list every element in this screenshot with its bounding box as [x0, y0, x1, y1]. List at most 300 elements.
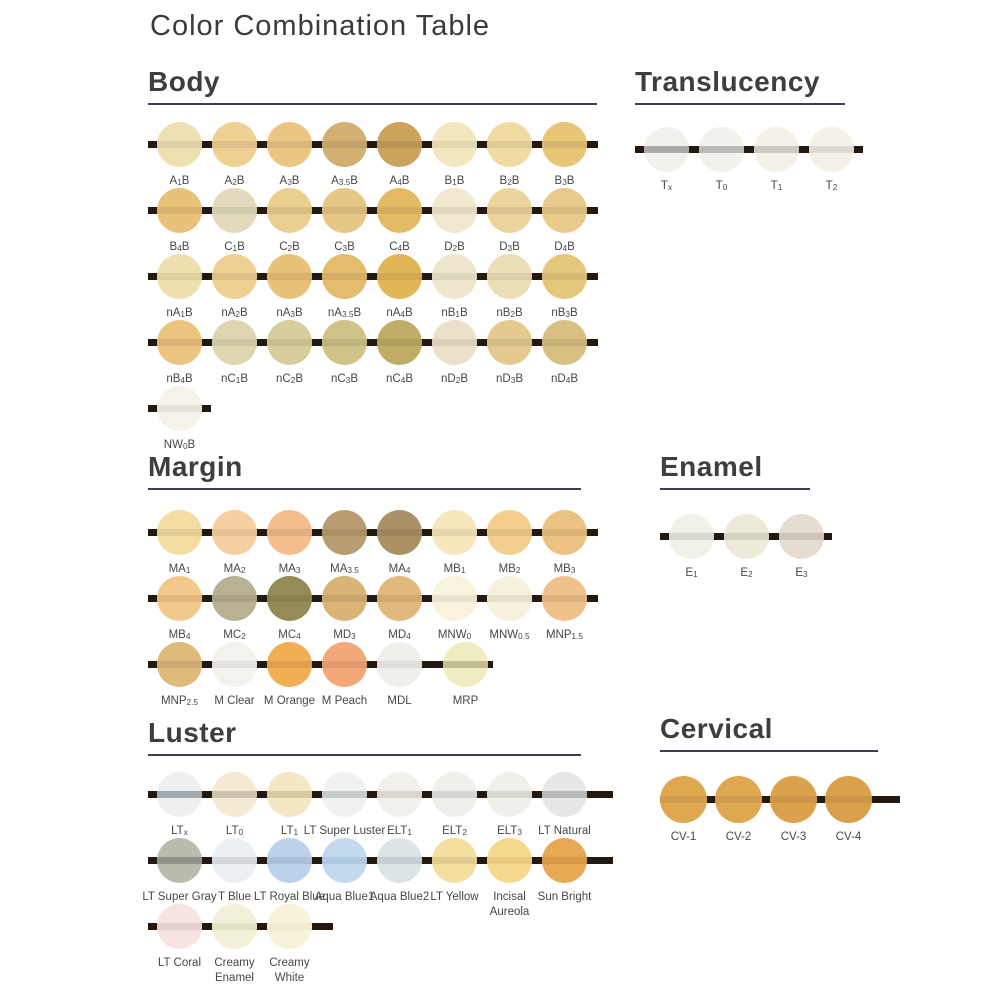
shade-translucency-band: [212, 273, 257, 280]
shade-swatch: [537, 838, 592, 904]
shade-circle: [157, 188, 202, 233]
shade-swatch: [542, 576, 587, 642]
section-translucency: [635, 66, 854, 193]
shade-translucency-band: [212, 207, 257, 214]
shade-translucency-band: [377, 791, 422, 798]
shade-translucency-band: [267, 661, 312, 668]
shade-label: $D_4B$: [554, 241, 575, 254]
shade-circle: [432, 838, 477, 883]
swatch-tray: [660, 514, 824, 580]
shade-label: $nA_3B$: [276, 307, 303, 320]
swatch-row: [148, 642, 587, 708]
shade-circle: [377, 188, 422, 233]
shade-swatch: [322, 254, 367, 320]
swatch-tray: [148, 254, 597, 320]
swatch-tray: [148, 320, 597, 386]
section-underline: [660, 488, 810, 490]
shade-translucency-band: [157, 661, 202, 668]
shade-circle: [212, 320, 257, 365]
shade-swatch: [779, 514, 824, 580]
shade-circle: [432, 254, 477, 299]
shade-translucency-band: [377, 529, 422, 536]
shade-swatch: [267, 122, 312, 188]
shade-circle: [809, 127, 854, 172]
shade-translucency-band: [377, 857, 422, 864]
shade-translucency-band: [267, 273, 312, 280]
shade-label: $D_3B$: [499, 241, 520, 254]
shade-swatch: [487, 254, 532, 320]
swatch-row: [148, 122, 597, 188]
shade-label: $nC_1B$: [221, 373, 248, 386]
shade-circle: [487, 188, 532, 233]
shade-label: $nC_4B$: [386, 373, 413, 386]
shade-circle: [157, 772, 202, 817]
section-margin-title: Margin: [148, 451, 243, 482]
shade-label: $MA_4$: [388, 563, 411, 576]
shade-label: $MNP_{1.5}$: [545, 629, 584, 642]
shade-translucency-band: [487, 595, 532, 602]
shade-label: $MA_2$: [223, 563, 246, 576]
shade-translucency-band: [322, 273, 367, 280]
shade-translucency-band: [724, 533, 769, 540]
shade-label: $MA_1$: [168, 563, 191, 576]
shade-translucency-band: [770, 796, 817, 803]
shade-label: $nB_2B$: [496, 307, 523, 320]
shade-translucency-band: [779, 533, 824, 540]
shade-label: CV-2: [725, 831, 752, 844]
swatch-rows: [148, 122, 597, 452]
shade-circle: [267, 122, 312, 167]
shade-swatch: [157, 510, 202, 576]
shade-label: $MNP_{2.5}$: [160, 695, 199, 708]
shade-translucency-band: [322, 529, 367, 536]
shade-translucency-band: [157, 339, 202, 346]
shade-translucency-band: [267, 923, 312, 930]
shade-swatch: [212, 320, 257, 386]
shade-translucency-band: [487, 141, 532, 148]
shade-circle: [542, 320, 587, 365]
swatch-tray: [148, 122, 597, 188]
shade-circle: [267, 320, 312, 365]
shade-translucency-band: [809, 146, 854, 153]
shade-circle: [377, 122, 422, 167]
shade-label: $A_4B$: [389, 175, 410, 188]
shade-circle: [644, 127, 689, 172]
shade-swatch: [157, 254, 202, 320]
shade-translucency-band: [157, 141, 202, 148]
shade-translucency-band: [487, 791, 532, 798]
shade-label: $nB_3B$: [551, 307, 578, 320]
shade-circle: [322, 510, 367, 555]
shade-swatch: [212, 254, 257, 320]
shade-circle: [825, 776, 872, 823]
shade-swatch: [267, 510, 312, 576]
swatch-tray: [635, 127, 854, 193]
shade-circle: [487, 772, 532, 817]
shade-swatch: [377, 254, 422, 320]
shade-label: $B_1B$: [444, 175, 465, 188]
shade-circle: [267, 772, 312, 817]
shade-label: $C_2B$: [279, 241, 300, 254]
shade-circle: [432, 510, 477, 555]
section-luster: [142, 717, 592, 984]
shade-label: Incisal Aureola: [489, 891, 530, 918]
shade-circle: [212, 576, 257, 621]
shade-circle: [377, 510, 422, 555]
shade-label: $nC_3B$: [331, 373, 358, 386]
section-enamel: [660, 451, 824, 580]
shade-translucency-band: [542, 595, 587, 602]
shade-label: $C_1B$: [224, 241, 245, 254]
shade-swatch: [322, 320, 367, 386]
section-body-title: Body: [148, 66, 220, 97]
shade-translucency-band: [267, 857, 312, 864]
shade-translucency-band: [432, 529, 477, 536]
swatch-rows: [660, 776, 878, 842]
shade-translucency-band: [322, 857, 367, 864]
shade-circle: [377, 254, 422, 299]
shade-translucency-band: [212, 595, 257, 602]
shade-label: $T_0$: [715, 180, 728, 193]
shade-translucency-band: [443, 661, 488, 668]
shade-label: CV-3: [780, 831, 807, 844]
shade-swatch: [253, 838, 326, 904]
shade-circle: [322, 320, 367, 365]
shade-translucency-band: [377, 339, 422, 346]
shade-translucency-band: [542, 141, 587, 148]
shade-circle: [660, 776, 707, 823]
swatch-rows: [660, 514, 824, 580]
shade-swatch: [538, 772, 591, 838]
shade-swatch: [157, 320, 202, 386]
shade-label: $nD_2B$: [441, 373, 468, 386]
shade-label: $MA_{3.5}$: [330, 563, 359, 576]
shade-label: $nB_1B$: [441, 307, 468, 320]
swatch-row: [148, 772, 591, 838]
shade-translucency-band: [432, 595, 477, 602]
swatch-tray: [148, 188, 597, 254]
shade-translucency-band: [699, 146, 744, 153]
shade-circle: [267, 838, 312, 883]
shade-translucency-band: [212, 923, 257, 930]
shade-circle: [754, 127, 799, 172]
swatch-row: [660, 776, 878, 842]
shade-label: $T_x$: [660, 180, 673, 193]
shade-translucency-band: [322, 791, 367, 798]
shade-label: $ELT_2$: [442, 825, 467, 838]
shade-translucency-band: [267, 339, 312, 346]
swatch-tray: [148, 510, 587, 576]
shade-label: M Clear: [214, 695, 255, 708]
shade-circle: [157, 642, 202, 687]
shade-translucency-band: [157, 405, 202, 412]
shade-swatch: [322, 576, 367, 642]
shade-label: M Peach: [321, 695, 368, 708]
shade-translucency-band: [542, 857, 587, 864]
shade-label: $A_1B$: [169, 175, 190, 188]
shade-circle: [377, 576, 422, 621]
shade-translucency-band: [322, 141, 367, 148]
shade-label: Sun Bright: [537, 891, 592, 904]
shade-translucency-band: [487, 339, 532, 346]
shade-translucency-band: [542, 339, 587, 346]
shade-circle: [267, 576, 312, 621]
shade-swatch: [377, 642, 422, 708]
shade-label: LT Super Gray: [142, 891, 217, 904]
shade-label: $D_2B$: [444, 241, 465, 254]
shade-swatch: [432, 320, 477, 386]
shade-swatch: [432, 122, 477, 188]
shade-label: $nB_4B$: [166, 373, 193, 386]
shade-circle: [157, 254, 202, 299]
shade-circle: [443, 642, 488, 687]
shade-translucency-band: [432, 207, 477, 214]
shade-translucency-band: [715, 796, 762, 803]
shade-translucency-band: [212, 141, 257, 148]
shade-label: $C_4B$: [389, 241, 410, 254]
shade-swatch: [487, 510, 532, 576]
shade-translucency-band: [157, 207, 202, 214]
section-translucency-title: Translucency: [635, 66, 820, 97]
shade-circle: [542, 122, 587, 167]
shade-swatch: [377, 772, 422, 838]
shade-circle: [157, 122, 202, 167]
shade-label: $B_3B$: [554, 175, 575, 188]
shade-circle: [212, 122, 257, 167]
shade-translucency-band: [267, 595, 312, 602]
swatch-rows: [148, 510, 587, 708]
swatch-tray: [148, 642, 587, 708]
shade-translucency-band: [487, 273, 532, 280]
shade-label: $ELT_1$: [387, 825, 412, 838]
shade-circle: [487, 254, 532, 299]
shade-translucency-band: [157, 923, 202, 930]
shade-circle: [322, 838, 367, 883]
shade-swatch: [212, 188, 257, 254]
shade-swatch: [809, 127, 854, 193]
shade-translucency-band: [212, 529, 257, 536]
shade-circle: [779, 514, 824, 559]
shade-label: MDL: [387, 695, 412, 708]
shade-swatch: [267, 772, 312, 838]
swatch-row: [142, 838, 592, 918]
shade-translucency-band: [267, 207, 312, 214]
shade-circle: [157, 838, 202, 883]
shade-swatch: [267, 188, 312, 254]
shade-swatch: [377, 320, 422, 386]
swatch-tray: [148, 386, 597, 452]
shade-translucency-band: [212, 661, 257, 668]
section-body: [148, 66, 597, 452]
shade-circle: [487, 122, 532, 167]
shade-swatch: [443, 642, 488, 708]
shade-translucency-band: [542, 207, 587, 214]
shade-circle: [157, 904, 202, 949]
shade-label: $T_1$: [770, 180, 783, 193]
shade-label: LT Royal Blue: [253, 891, 326, 904]
shade-swatch: [542, 122, 587, 188]
shade-translucency-band: [322, 595, 367, 602]
shade-label: $MB_2$: [498, 563, 521, 576]
swatch-row: [148, 254, 597, 320]
shade-circle: [157, 386, 202, 431]
shade-circle: [322, 576, 367, 621]
shade-translucency-band: [487, 857, 532, 864]
shade-circle: [157, 576, 202, 621]
swatch-tray: [660, 776, 878, 844]
shade-swatch: [487, 188, 532, 254]
shade-circle: [322, 772, 367, 817]
shade-circle: [212, 188, 257, 233]
shade-swatch: [157, 122, 202, 188]
shade-translucency-band: [157, 273, 202, 280]
shade-label: MRP: [452, 695, 479, 708]
shade-label: LT Yellow: [430, 891, 479, 904]
shade-label: Creamy White: [269, 957, 310, 984]
shade-circle: [322, 642, 367, 687]
shade-circle: [699, 127, 744, 172]
swatch-tray: [148, 772, 591, 838]
shade-circle: [322, 188, 367, 233]
shade-translucency-band: [432, 857, 477, 864]
shade-circle: [267, 904, 312, 949]
shade-translucency-band: [825, 796, 872, 803]
shade-circle: [157, 320, 202, 365]
shade-translucency-band: [432, 339, 477, 346]
swatch-row: [148, 188, 597, 254]
shade-label: $LT_x$: [171, 825, 188, 838]
shade-swatch: [157, 904, 202, 970]
shade-label: Aqua Blue1: [314, 891, 375, 904]
shade-label: $nA_4B$: [386, 307, 413, 320]
shade-swatch: [267, 904, 312, 984]
shade-swatch: [377, 122, 422, 188]
shade-label: $nA_{3.5}B$: [327, 307, 362, 320]
shade-swatch: [542, 510, 587, 576]
shade-translucency-band: [542, 273, 587, 280]
shade-translucency-band: [377, 273, 422, 280]
shade-translucency-band: [377, 141, 422, 148]
shade-label: $nC_2B$: [276, 373, 303, 386]
swatch-row: [148, 904, 587, 984]
shade-swatch: [157, 772, 202, 838]
section-cervical: [660, 713, 878, 842]
shade-label: $MNW_{0.5}$: [489, 629, 530, 642]
shade-label: $ELT_3$: [497, 825, 522, 838]
shade-label: $NW_0B$: [163, 439, 196, 452]
shade-circle: [487, 576, 532, 621]
shade-circle: [432, 320, 477, 365]
shade-translucency-band: [157, 529, 202, 536]
shade-label: T Blue: [217, 891, 252, 904]
shade-circle: [724, 514, 769, 559]
shade-translucency-band: [487, 529, 532, 536]
swatch-row: [148, 510, 587, 576]
section-underline: [148, 488, 581, 490]
shade-swatch: [542, 254, 587, 320]
shade-label: $MB_1$: [443, 563, 466, 576]
shade-swatch: [321, 642, 368, 708]
shade-swatch: [430, 838, 479, 904]
shade-circle: [432, 772, 477, 817]
shade-swatch: [724, 514, 769, 580]
section-margin: [148, 451, 587, 708]
shade-translucency-band: [212, 857, 257, 864]
shade-label: Creamy Enamel: [214, 957, 255, 984]
shade-translucency-band: [377, 595, 422, 602]
shade-label: $MC_4$: [278, 629, 301, 642]
shade-swatch: [660, 776, 707, 844]
shade-swatch: [825, 776, 872, 844]
shade-label: $nD_4B$: [551, 373, 578, 386]
shade-label: $LT_0$: [225, 825, 244, 838]
swatch-row: [148, 320, 597, 386]
shade-swatch: [432, 510, 477, 576]
shade-swatch: [212, 904, 257, 984]
shade-swatch: [267, 320, 312, 386]
shade-swatch: [157, 188, 202, 254]
shade-circle: [377, 642, 422, 687]
page-title: Color Combination Table: [150, 10, 491, 42]
swatch-rows: [142, 772, 592, 984]
shade-swatch: [142, 838, 217, 904]
shade-swatch: [157, 642, 202, 708]
shade-label: $LT_1$: [280, 825, 299, 838]
shade-circle: [267, 188, 312, 233]
shade-translucency-band: [754, 146, 799, 153]
shade-circle: [432, 188, 477, 233]
shade-circle: [212, 838, 257, 883]
shade-circle: [542, 576, 587, 621]
shade-translucency-band: [542, 791, 587, 798]
shade-swatch: [377, 576, 422, 642]
swatch-row: [148, 576, 587, 642]
shade-translucency-band: [322, 661, 367, 668]
shade-swatch: [487, 122, 532, 188]
shade-label: $MNW_0$: [437, 629, 472, 642]
shade-label: $A_2B$: [224, 175, 245, 188]
swatch-row: [148, 386, 597, 452]
shade-swatch: [212, 772, 257, 838]
shade-circle: [377, 320, 422, 365]
shade-label: $E_3$: [795, 567, 808, 580]
shade-circle: [432, 576, 477, 621]
shade-circle: [267, 254, 312, 299]
shade-swatch: [322, 510, 367, 576]
shade-circle: [377, 772, 422, 817]
shade-translucency-band: [322, 207, 367, 214]
shade-swatch: [644, 127, 689, 193]
shade-translucency-band: [377, 207, 422, 214]
shade-circle: [770, 776, 817, 823]
section-underline: [635, 103, 845, 105]
shade-swatch: [322, 188, 367, 254]
shade-label: $B_4B$: [169, 241, 190, 254]
shade-label: $MD_3$: [333, 629, 356, 642]
shade-label: $B_2B$: [499, 175, 520, 188]
shade-label: CV-1: [670, 831, 697, 844]
shade-label: LT Super Luster: [303, 825, 386, 838]
shade-swatch: [377, 188, 422, 254]
shade-swatch: [770, 776, 817, 844]
shade-translucency-band: [212, 791, 257, 798]
shade-swatch: [157, 576, 202, 642]
shade-translucency-band: [267, 141, 312, 148]
shade-circle: [487, 838, 532, 883]
shade-translucency-band: [157, 595, 202, 602]
shade-swatch: [263, 642, 316, 708]
shade-circle: [212, 510, 257, 555]
